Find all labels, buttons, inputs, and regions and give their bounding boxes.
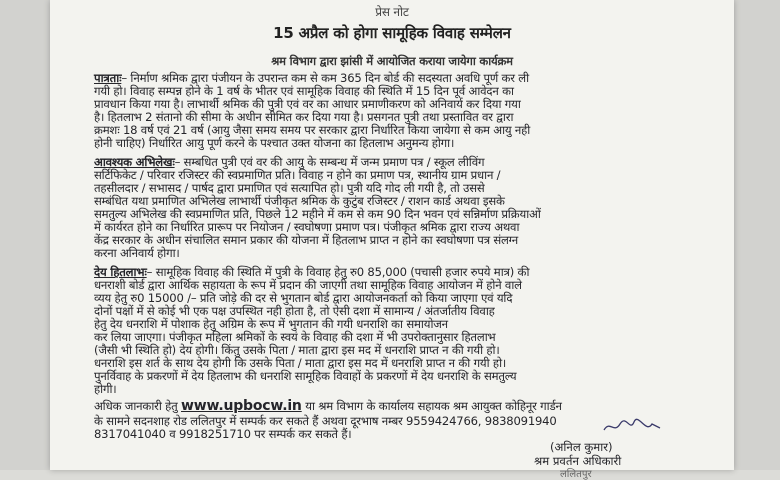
benefits-line: होगी। (94, 382, 117, 396)
signatory-designation: श्रम प्रवर्तन अधिकारी (534, 454, 622, 468)
benefits-heading: देय हितलाभः (94, 265, 147, 279)
eligibility-line: क्रमशः 18 वर्ष एवं 21 वर्ष (आयु जैसा समय समय पर सरकार द्वारा निर्धारित किया जायेगा से कम आयु नही (94, 123, 531, 137)
benefits-line: कर लिया जाएगा। पंजीकृत महिला श्रमिकों के स्वयं के विवाह की दशा में भी उपरोक्तानुसार हितलाभ (94, 330, 496, 344)
benefits-line: दोनों पक्षों में से कोई भी एक पक्ष उपस्थित नही होता है, तो ऐसी दशा में सामान्य / अंतर्जातीय विवाह (94, 304, 495, 318)
page-subtitle: श्रम विभाग द्वारा झांसी में आयोजित कराया जायेगा कार्यक्रम (271, 54, 513, 68)
benefits-line: हेतु देय धनराशि में पोशाक हेतु अग्रिम के रूप में भुगतान की गयी धनराशि का समायोजन (94, 317, 448, 331)
press-note-page (50, 0, 734, 480)
eligibility-heading: पात्रताः (94, 71, 122, 85)
eligibility-line: गयी हो। विवाह सम्पन्न होने के 1 वर्ष के भीतर एवं सामूहिक विवाह की स्थिति में 15 दिन पूर्व आवेदन का (94, 84, 514, 98)
documents-heading: आवश्यक अभिलेखः (94, 155, 175, 169)
documents-line: तहसीलदार / सभासद / पार्षद द्वारा प्रमाणित एवं सत्यापित हो। पुत्री यदि गोद ली गयी है, तो उससे (94, 181, 485, 195)
documents-line: केंद्र सरकार के अधीन संचालित समान प्रकार की योजना में हितलाभ प्राप्त न होने का स्वघोषणा पत्र संलग्न (94, 233, 518, 247)
press-note-label: प्रेस नोट (375, 5, 409, 19)
signature-scribble (602, 416, 662, 436)
contact-line: अधिक जानकारी हेतु www.upbocw.in या श्रम विभाग के कार्यालय सहायक श्रम आयुक्त कोहिनूर गार्डन (94, 398, 562, 414)
documents-line: में कार्यरत होने का निर्धारित प्रारूप पर नियोजन / स्वघोषणा प्रमाण पत्र। पंजीकृत श्रमिक द्वारा राज्य अथवा (94, 220, 520, 234)
right-background (728, 0, 780, 470)
benefits-line: (जैसी भी स्थिति हो) देय होगी। किंतु उसके पिता / माता द्वारा इस मद में धनराशि प्राप्त न की गयी हो। (94, 343, 500, 357)
benefits-line: व्यय हेतु रु0 15000 /– प्रति जोड़े की दर से भुगतान बोर्ड द्वारा आयोजनकर्ता को किया जाएगा एवं यदि (94, 291, 513, 305)
documents-line: करना अनिवार्य होगा। (94, 246, 180, 260)
documents-line: सर्टिफिकेट / परिवार रजिस्टर की स्वप्रमाणित प्रति। विवाह न होने का प्रमाण पत्र, स्थानीय ग्राम प्रधान / (94, 168, 501, 182)
website-link[interactable]: www.upbocw.in (181, 398, 302, 414)
left-background (0, 0, 52, 470)
documents-line: समतुल्य अभिलेख की स्वप्रमाणित प्रति, पिछले 12 महीने में कम से कम 90 दिन भवन एवं सन्निर्माण प्रक्रियाओं (94, 207, 541, 221)
eligibility-line: प्रावधान किया गया है। लाभार्थी श्रमिक की पुत्री एवं वर का आधार प्रमाणीकरण को अनिवार्य कर दिया गया (94, 97, 521, 111)
page-title: 15 अप्रैल को होगा सामूहिक विवाह सम्मेलन (273, 24, 511, 42)
benefits-line: धनराशि इस शर्त के साथ देय होगी कि उसके पिता / माता द्वारा इस मद में धनराशि प्राप्त न की गयी हो। (94, 356, 507, 370)
contact-line: के सामने सदनशाह रोड ललितपुर में सम्पर्क कर सकते हैं अथवा दूरभाष नम्बर 9559424766, 9838091940 (94, 414, 557, 428)
signatory-location-cut: ललितपुर (560, 469, 592, 480)
eligibility-line: होनी चाहिए) निर्धारित आयु पूर्ण करने के पश्चात उक्त योजना का हितलाभ अनुमन्य होगा। (94, 136, 455, 150)
benefits-line: देय हितलाभः– सामूहिक विवाह की स्थिति में पुत्री के विवाह हेतु रु0 85,000 (पचासी हजार रुपये मात्र) की (94, 265, 530, 279)
signatory-name: (अनिल कुमार) (550, 440, 613, 454)
documents-line: आवश्यक अभिलेखः– सम्बधित पुत्री एवं वर की आयु के सम्बन्ध में जन्म प्रमाण पत्र / स्कूल लीविंग (94, 155, 485, 169)
contact-line: 8317041040 व 9918251710 पर सम्पर्क कर सकते हैं। (94, 427, 352, 441)
benefits-line: धनराशी बोर्ड द्वारा आर्थिक सहायता के रूप में प्रदान की जाएगी तथा सामूहिक विवाह आयोजन में होने वाले (94, 278, 522, 292)
eligibility-line: पात्रताः– निर्माण श्रमिक द्वारा पंजीयन के उपरान्त कम से कम 365 दिन बोर्ड की सदस्यता अवधि पूर्ण कर ली (94, 71, 529, 85)
benefits-line: पुनर्विवाह के प्रकरणों में देय हितलाभ की धनराशि सामूहिक विवाहों के प्रकरणों में देय धनराशि के समतुल्य (94, 369, 517, 383)
documents-line: सम्बंधित यथा प्रमाणित अभिलेख लाभार्थी पंजीकृत श्रमिक के कुटुंब रजिस्टर / राशन कार्ड अथवा इसके (94, 194, 505, 208)
eligibility-line: है। हितलाभ 2 संतानो की सीमा के अधीन सीमित कर दिया गया है। प्रसगनत पुत्री तथा प्रस्तावित वर द्वारा (94, 110, 514, 124)
